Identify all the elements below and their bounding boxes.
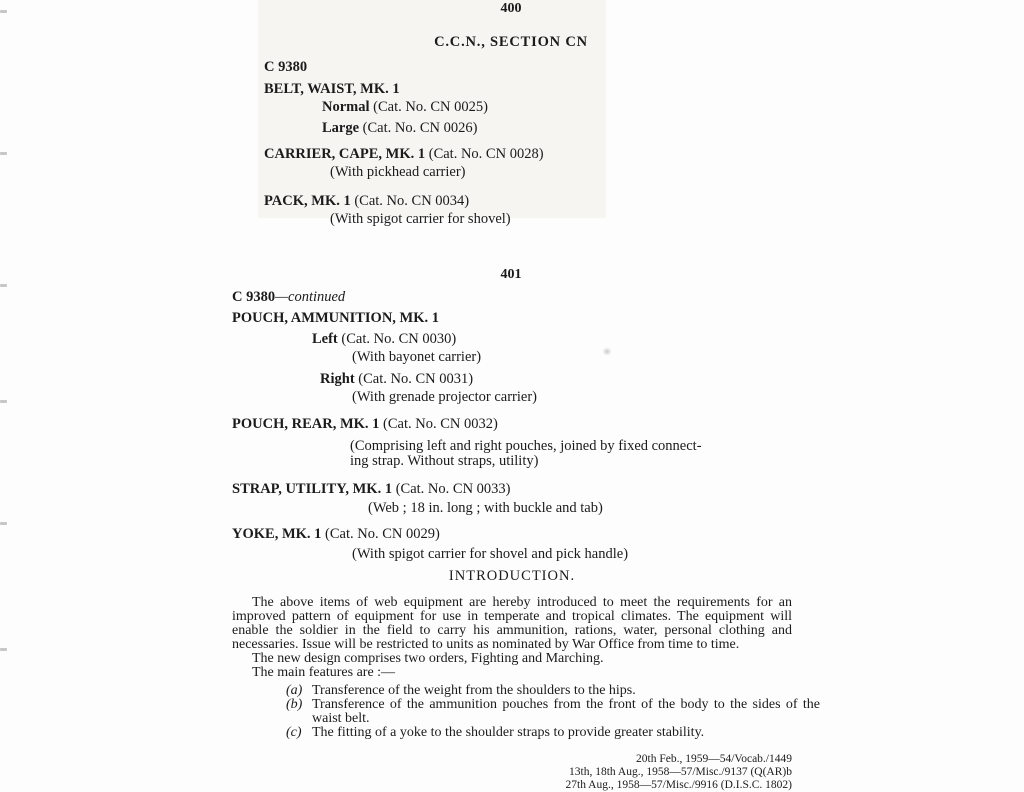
entry-note-ammo-left: (With bayonet carrier) [352, 349, 482, 365]
entry-title-carrier [264, 147, 792, 162]
page-number-400: 400 [500, 1, 522, 16]
entry-title-pouch-ammo: POUCH, AMMUNITION, MK. 1 [232, 310, 440, 326]
entry-title-belt: BELT, WAIST, MK. 1 [264, 81, 400, 97]
entry-title-strap [232, 482, 792, 497]
feature-marker: (b) [286, 697, 303, 712]
intro-paragraph-1: The above items of web equipment are hereby introduced to meet the requirements for an improved pattern of equipment for use in temperate and tropical climates. The equipment will enable the soldier in the field to carry his ammunition, rations, water, personal clothing and necessaries. Issue will be restricted to units as nominated by War Office from time to time. [232, 595, 792, 652]
catalog-ref-continued [232, 290, 792, 305]
entry-sub-ammo-left [312, 332, 792, 347]
entry-note-pouch-rear-line2: ing strap. Without straps, utility) [350, 453, 539, 469]
entry-sub-rest: (Cat. No. CN 0025) [373, 99, 488, 115]
section-401 [230, 289, 820, 792]
feature-text: Transference of the weight from the shoulders to the hips. [312, 683, 636, 698]
continued-label: —continued [275, 289, 346, 305]
entry-note-yoke: (With spigot carrier for shovel and pick handle) [352, 546, 629, 562]
feature-text: The fitting of a yoke to the shoulder straps to provide greater stability. [312, 725, 705, 740]
intro-paragraph-2: The new design comprises two orders, Fighting and Marching. [252, 651, 604, 666]
entry-note-pack: (With spigot carrier for shovel) [330, 211, 511, 227]
entry-title-rest: (Cat. No. CN 0028) [428, 146, 544, 162]
entry-sub-belt-normal [322, 100, 792, 115]
entry-sub-belt-large [322, 121, 792, 136]
entry-note-strap: (Web ; 18 in. long ; with buckle and tab) [368, 500, 603, 516]
feature-list [232, 683, 820, 740]
scan-edge-mark [0, 522, 7, 525]
entry-note-ammo-right: (With grenade projector carrier) [352, 389, 537, 405]
entry-title-rest: (Cat. No. CN 0034) [354, 193, 470, 209]
entry-sub-rest: (Cat. No. CN 0026) [362, 120, 478, 136]
footer-line: 20th Feb., 1959—54/Vocab./1449 [636, 753, 792, 765]
footer-line: 27th Aug., 1958—57/Misc./9916 (D.I.S.C. 1802) [565, 779, 792, 791]
entry-sub-rest: (Cat. No. CN 0030) [341, 331, 457, 347]
entry-title: POUCH, REAR, MK. 1 [232, 416, 380, 432]
introduction-heading: INTRODUCTION. [448, 568, 576, 584]
page-number-401: 401 [500, 267, 522, 282]
entry-sub-lead: Left [312, 331, 338, 347]
scan-edge-mark [0, 152, 7, 155]
scan-edge-mark [0, 648, 7, 651]
feature-marker: (a) [286, 683, 303, 698]
feature-item-c [286, 726, 820, 740]
entry-title: PACK, MK. 1 [264, 193, 351, 209]
footer-line: 13th, 18th Aug., 1958—57/Misc./9137 (Q(AR)b [569, 766, 792, 778]
entry-title: CARRIER, CAPE, MK. 1 [264, 146, 426, 162]
scan-edge-mark [0, 400, 7, 403]
section-400 [230, 60, 792, 227]
entry-title-pouch-rear [232, 417, 792, 432]
entry-note-carrier: (With pickhead carrier) [330, 164, 466, 180]
feature-item-b [286, 698, 820, 726]
section-header: C.C.N., SECTION CN [434, 34, 588, 50]
scan-edge-mark [0, 10, 7, 13]
catalog-ref: C 9380 [264, 59, 308, 75]
catalog-ref: C 9380 [232, 289, 276, 305]
feature-marker: (c) [286, 725, 302, 740]
scan-edge-mark [0, 284, 7, 287]
entry-title: STRAP, UTILITY, MK. 1 [232, 481, 393, 497]
feature-item-a [286, 684, 820, 698]
reference-footer [232, 753, 792, 792]
entry-title: YOKE, MK. 1 [232, 526, 322, 542]
entry-title-pack [264, 194, 792, 209]
intro-paragraph-3: The main features are :— [252, 665, 396, 680]
entry-sub-lead: Right [320, 371, 355, 387]
entry-sub-rest: (Cat. No. CN 0031) [358, 371, 474, 387]
entry-title-rest: (Cat. No. CN 0033) [395, 481, 511, 497]
entry-title-rest: (Cat. No. CN 0032) [383, 416, 498, 432]
entry-sub-lead: Large [322, 120, 360, 136]
entry-title-yoke [232, 527, 792, 542]
entry-sub-lead: Normal [322, 99, 370, 115]
entry-sub-ammo-right [320, 372, 792, 387]
entry-note-pouch-rear-line1: (Comprising left and right pouches, joined by fixed connect- [350, 438, 702, 454]
entry-title-rest: (Cat. No. CN 0029) [325, 526, 440, 542]
feature-text: Transference of the ammunition pouches from the front of the body to the sides of the waist belt. [312, 697, 820, 726]
document-page [230, 0, 820, 792]
